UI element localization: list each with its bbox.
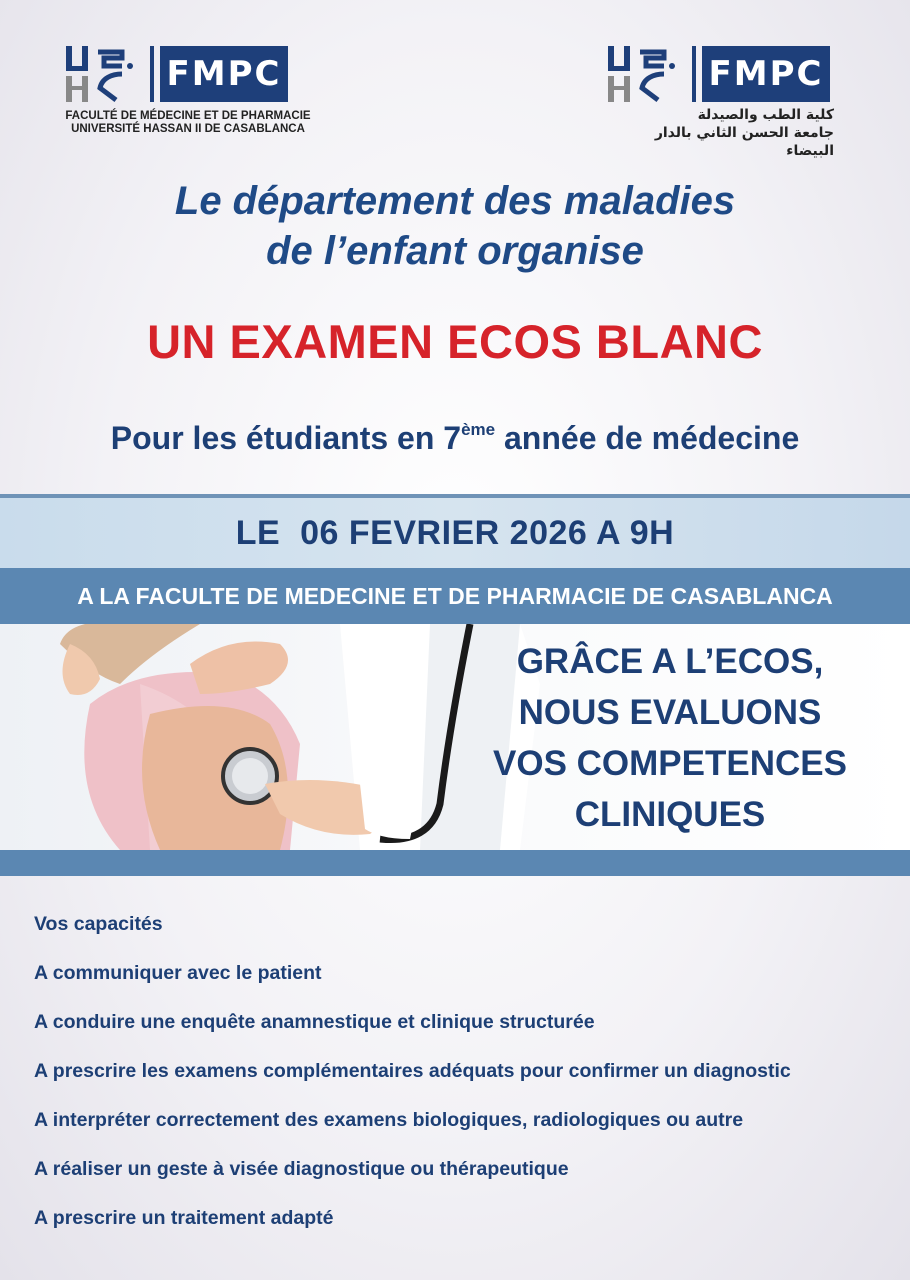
location-banner bbox=[0, 568, 910, 624]
fmpc-brand: FMPC bbox=[702, 46, 830, 102]
intro-line: Le département des maladies bbox=[174, 179, 736, 223]
slogan bbox=[470, 636, 870, 840]
slogan-line: VOS COMPETENCES bbox=[493, 744, 847, 783]
logo-fmpc-french bbox=[64, 44, 312, 136]
logo-subtitle-french bbox=[64, 110, 312, 136]
location-text: A LA FACULTE DE MEDECINE ET DE PHARMACIE DE CASABLANCA bbox=[77, 582, 833, 609]
audience-before: Pour les étudiants en 7 bbox=[110, 420, 462, 456]
logo-fmpc-arabic bbox=[606, 44, 834, 160]
university-emblem-icon bbox=[64, 44, 144, 104]
audience-line bbox=[0, 420, 910, 457]
logo-divider bbox=[150, 46, 154, 102]
university-emblem-icon bbox=[606, 44, 686, 104]
list-item: A réaliser un geste à visée diagnostique ou thérapeutique bbox=[34, 1158, 569, 1180]
list-item: A conduire une enquête anamnestique et clinique structurée bbox=[34, 1011, 595, 1033]
date-text: LE 06 FEVRIER 2026 A 9H bbox=[235, 513, 675, 552]
capacities-list bbox=[34, 908, 791, 1251]
intro-line: de l’enfant organise bbox=[266, 229, 644, 273]
logo-divider bbox=[692, 46, 696, 102]
logo-subtitle-arabic bbox=[606, 106, 834, 160]
logo-subtitle-line: جامعة الحسن الثاني بالدار البيضاء bbox=[654, 125, 834, 159]
audience-after: année de médecine bbox=[495, 420, 800, 456]
list-item: A prescrire les examens complémentaires adéquats pour confirmer un diagnostic bbox=[34, 1060, 791, 1082]
list-item: A communiquer avec le patient bbox=[34, 962, 322, 984]
exam-headline: UN EXAMEN ECOS BLANC bbox=[147, 315, 763, 368]
list-item: A interpréter correctement des examens biologiques, radiologiques ou autre bbox=[34, 1109, 744, 1131]
slogan-line: GRÂCE A L’ECOS, bbox=[516, 642, 824, 681]
capacities-heading: Vos capacités bbox=[34, 913, 163, 935]
bottom-divider-band bbox=[0, 850, 910, 876]
audience-superscript: ème bbox=[461, 420, 496, 439]
list-item: A prescrire un traitement adapté bbox=[34, 1207, 334, 1229]
fmpc-brand: FMPC bbox=[160, 46, 288, 102]
date-banner bbox=[0, 494, 910, 568]
slogan-line: NOUS EVALUONS bbox=[518, 693, 822, 732]
slogan-line: CLINIQUES bbox=[574, 795, 766, 834]
logo-subtitle-line: FACULTÉ DE MÉDECINE ET DE PHARMACIE bbox=[65, 110, 311, 122]
logo-subtitle-line: كلية الطب والصيدلة bbox=[697, 107, 834, 123]
intro-heading bbox=[0, 176, 910, 276]
logo-subtitle-line: UNIVERSITÉ HASSAN II DE CASABLANCA bbox=[71, 123, 305, 135]
